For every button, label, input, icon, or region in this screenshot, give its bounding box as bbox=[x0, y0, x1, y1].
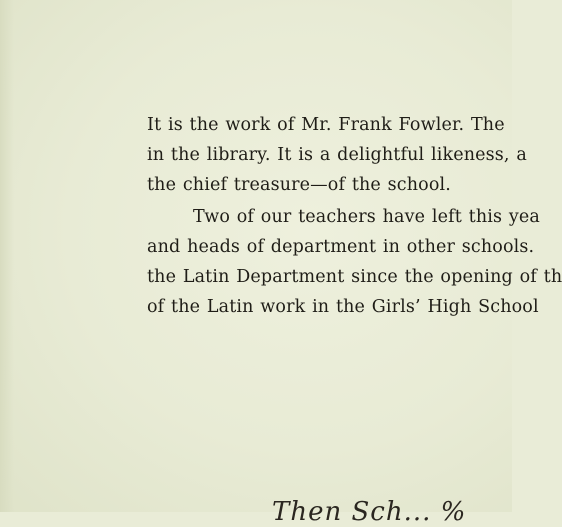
text-line-7: of the Latin work in the Girls’ High School bbox=[147, 297, 539, 317]
text-line-3: the chief treasure—of the school. bbox=[147, 175, 451, 195]
text-line-6: the Latin Department since the opening of th bbox=[147, 267, 562, 287]
page-edge-shadow bbox=[0, 0, 14, 512]
text-line-2: in the library. It is a delightful likeness, a bbox=[147, 145, 527, 165]
text-line-1: It is the work of Mr. Frank Fowler. The bbox=[147, 115, 505, 135]
cut-off-signature: Then Sch... % bbox=[272, 497, 467, 527]
text-line-5: and heads of department in other schools. bbox=[147, 237, 535, 257]
text-line-4: Two of our teachers have left this yea bbox=[193, 207, 540, 227]
